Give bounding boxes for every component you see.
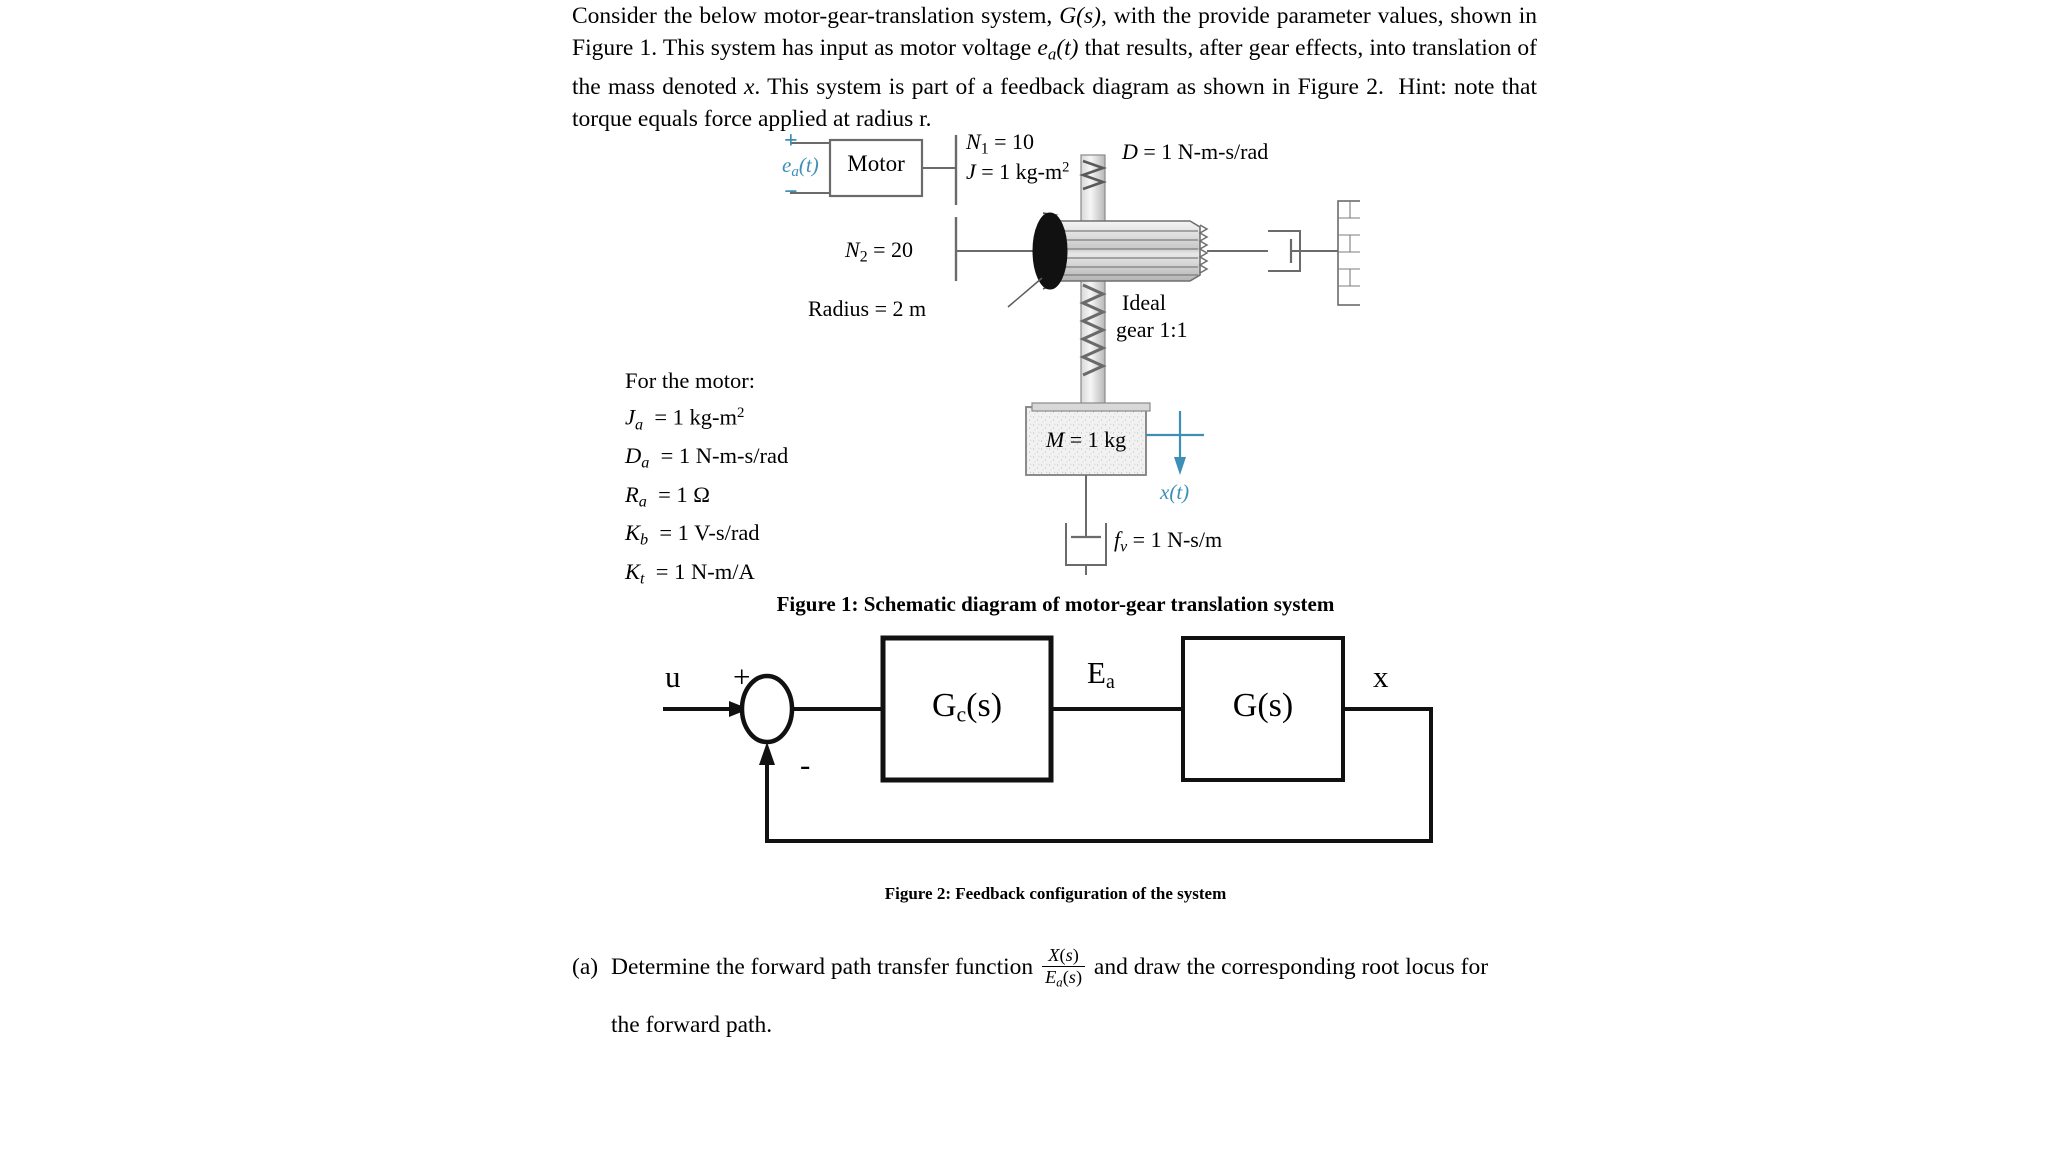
rack-base-plate bbox=[1032, 403, 1150, 411]
motor-block-label: Motor bbox=[847, 151, 905, 176]
ideal-gear-label-line2: gear 1:1 bbox=[1116, 317, 1188, 342]
output-displacement-label: x(t) bbox=[1160, 480, 1190, 504]
fig2-output-label: x bbox=[1373, 659, 1389, 694]
figure2-block-diagram bbox=[655, 625, 1445, 865]
part-a-text-after: and draw the corresponding root locus for bbox=[1093, 954, 1489, 980]
fraction-denominator: Ea(s) bbox=[1042, 966, 1085, 990]
displacement-symbol: x bbox=[743, 73, 755, 100]
part-a-text-before: Determine the forward path transfer function bbox=[611, 954, 1034, 980]
transfer-function-fraction bbox=[1042, 945, 1085, 989]
motor-param-kt: $K_t = 1$ N-m/A bbox=[625, 558, 755, 588]
displacement-arrow bbox=[1146, 411, 1204, 475]
intro-paragraph bbox=[572, 0, 1537, 135]
motor-param-ja: $J_a = 1$ $kg-m^2$ bbox=[625, 404, 745, 434]
input-signal-path bbox=[663, 701, 749, 717]
damper-coefficient-label: $f_v = 1$ N-s/m bbox=[1114, 527, 1223, 556]
transfer-function-symbol: G bbox=[1059, 3, 1077, 29]
n2-label: $N_2 = 20$ bbox=[845, 237, 914, 266]
motor-param-ra: $R_a = 1$ Ω bbox=[625, 481, 711, 511]
motor-param-da: $D_a = 1$ N-m-s/rad bbox=[625, 443, 789, 472]
figure1-schematic bbox=[625, 128, 1360, 588]
motor-param-kb: $K_b = 1$ V-s/rad bbox=[625, 520, 760, 549]
motor-parameters-heading: For the motor: bbox=[625, 368, 755, 393]
part-a-body bbox=[611, 945, 1537, 1047]
input-voltage-symbol: e bbox=[1037, 35, 1048, 61]
fig2-plus-sign: + bbox=[733, 659, 751, 694]
mass-block bbox=[1026, 407, 1146, 523]
input-voltage-label: $e_a(t)$ bbox=[782, 153, 819, 181]
n1-label: $N_1 = 10$ bbox=[966, 129, 1035, 158]
figure1-caption: Figure 1: Schematic diagram of motor-gear translation system bbox=[776, 592, 1335, 616]
figure2-caption: Figure 2: Feedback configuration of the system bbox=[884, 884, 1227, 903]
fig2-minus-sign: - bbox=[800, 747, 811, 782]
radius-label: Radius = 2 m bbox=[808, 296, 927, 321]
damping-d-label: D = 1 N-m-s/rad bbox=[1122, 139, 1269, 164]
terminal-plus-sign: + bbox=[784, 128, 798, 154]
part-a-label: (a) bbox=[572, 954, 599, 980]
ea-signal-label: Ea bbox=[1087, 655, 1115, 694]
radius-leader-line bbox=[1008, 278, 1042, 307]
pinion-gear bbox=[1033, 213, 1067, 289]
gear-drum bbox=[1043, 221, 1207, 281]
inertia-j-label: J = 1 $kg-m^2$ bbox=[966, 159, 1070, 184]
controller-block-label: Gc(s) bbox=[931, 687, 1003, 727]
part-a-line2: the forward path. bbox=[611, 1011, 773, 1038]
viscous-damper bbox=[1066, 515, 1106, 575]
motor-parameters-list bbox=[625, 365, 788, 594]
fraction-numerator: X(s) bbox=[1048, 945, 1079, 966]
fig2-input-label: u bbox=[665, 659, 681, 694]
ideal-gear-label-line1: Ideal bbox=[1122, 290, 1166, 315]
terminal-minus-sign: − bbox=[784, 179, 798, 205]
wall-damper-assembly bbox=[1207, 201, 1360, 305]
mass-label: M = 1 kg bbox=[1045, 427, 1127, 452]
plant-block-label: G(s) bbox=[1232, 687, 1294, 724]
part-a-question bbox=[572, 945, 1537, 1047]
intro-text: Consider the below motor-gear-translation system, G(s), with the provide parameter values, shown in Figure 1. This system has input as motor voltage $e_a(t)$ that results, after gear effects, into translation of the mass denoted x. This system is part of a feedback diagram as shown in Figure 2. Hint: note that torque equals force applied at radius r. bbox=[572, 3, 1537, 132]
